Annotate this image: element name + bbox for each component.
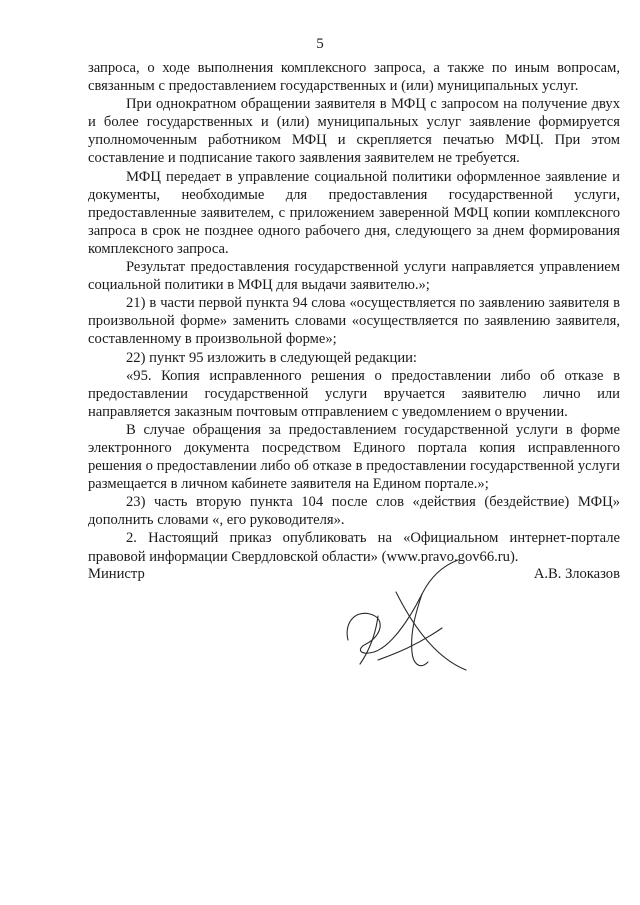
paragraph-7: «95. Копия исправленного решения о предоставлении либо об отказе в предоставлении государственной услуги вручается заявителю лично или направляется заказным почтовым отправлением с уведомлением о вручении. xyxy=(88,367,620,420)
paragraph-5: 21) в части первой пункта 94 слова «осуществляется по заявлению заявителя в произвольной форме» заменить словами «осуществляется по заявлению заявителя, составленному в произвольной форме»; xyxy=(88,295,620,348)
paragraph-4: Результат предоставления государственной услуги направляется управлением социальной политики в МФЦ для выдачи заявителю.»; xyxy=(88,259,620,294)
paragraph-3: МФЦ передает в управление социальной политики оформленное заявление и документы, необходимые для предоставления государственной услуги, предоставленные заявителем, с приложением заверенной МФЦ копии комплексного запроса в срок не позднее одного рабочего дня, следующего за днем формирования комплексного запроса. xyxy=(88,168,620,257)
signer-name: А.В. Злоказов xyxy=(533,566,620,582)
page-number: 5 xyxy=(316,36,324,52)
handwritten-signature xyxy=(330,552,470,677)
paragraph-9: 23) часть вторую пункта 104 после слов «действия (бездействие) МФЦ» дополнить словами «, его руководителя». xyxy=(88,494,620,529)
paragraph-6: 22) пункт 95 изложить в следующей редакции: xyxy=(126,349,417,366)
paragraph-10: 2. Настоящий приказ опубликовать на «Официальном интернет-портале правовой информации Свердловской области» (www.pravo.gov66.ru). xyxy=(88,530,620,565)
paragraph-1: запроса, о ходе выполнения комплексного запроса, а также по иным вопросам, связанным с предоставлением государственных и (или) муниципальных услуг. xyxy=(88,60,620,95)
document-body xyxy=(88,59,620,566)
signer-title: Министр xyxy=(88,566,145,582)
paragraph-8: В случае обращения за предоставлением государственной услуги в форме электронного документа посредством Единого портала копия исправленного решения о предоставлении либо об отказе в предоставлении государственной услуги размещается в личном кабинете заявителя на Едином портале.»; xyxy=(88,421,620,493)
paragraph-2: При однократном обращении заявителя в МФЦ с запросом на получение двух и более государственных и (или) муниципальных услуг заявление формируется уполномоченным работником МФЦ и скрепляется печатью МФЦ. При этом составление и подписание такого заявления заявителем не требуется. xyxy=(88,96,620,167)
